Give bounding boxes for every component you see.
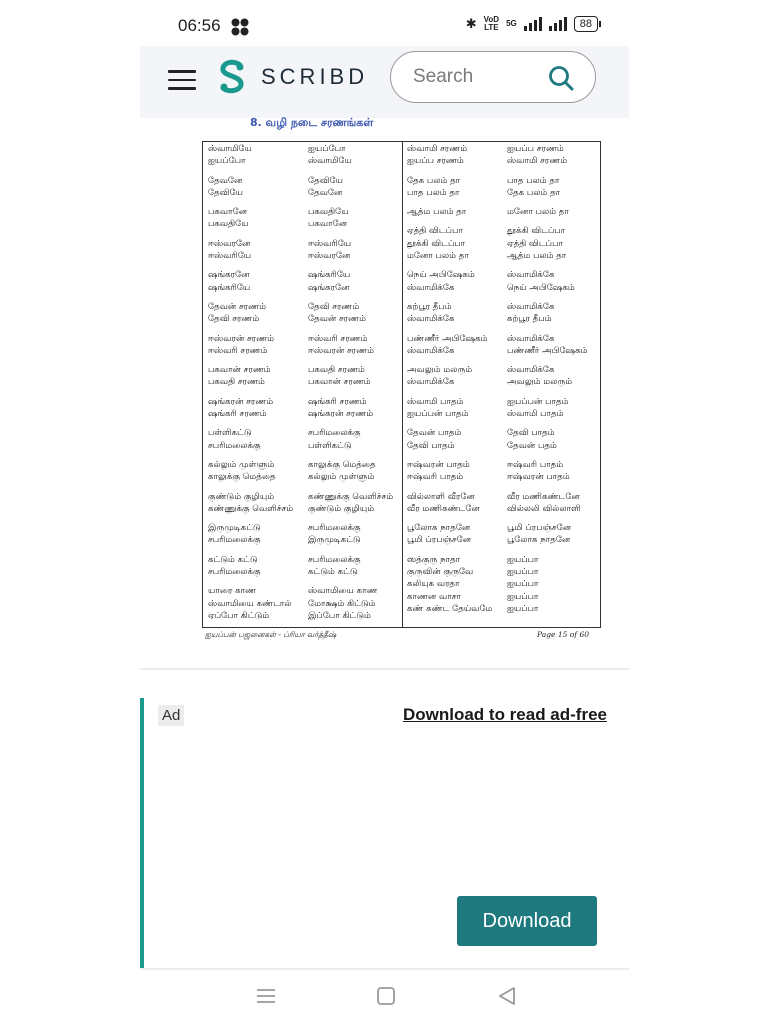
verse-call: தேவி பாதம் [407,440,455,451]
verse-line [208,503,400,515]
verse-line [208,313,400,325]
verse-call: பகவானே [208,207,248,218]
verse-response: தூக்கி விடப்பா [507,226,566,237]
verse-response: ஏத்தி விடப்பா [507,238,563,249]
verse-line [407,534,599,546]
verse-line [208,554,400,566]
verse-group [407,143,599,168]
verse-response: ஈஷ்வரி பாதம் [507,459,564,470]
logo-text[interactable]: SCRIBD [261,64,369,89]
verse-response: பகவதி சரணம் [308,365,365,376]
verse-response: ஸ்வாமிக்கே [507,333,555,344]
verse-group [407,522,599,547]
verse-response: ஷங்கரனே [308,282,350,293]
verse-line [208,408,400,420]
verse-line [407,250,599,262]
menu-icon[interactable] [168,70,196,90]
search-box[interactable] [390,51,596,103]
right-column [407,143,599,622]
status-bar [0,0,768,52]
verse-call: ஸ்வாமி பாதம் [407,396,464,407]
verse-line [208,206,400,218]
status-time: 06:56 [178,16,221,35]
verse-call: சபரிமலைக்கு [208,440,261,451]
download-ad-free-link[interactable]: Download to read ad-free [402,705,607,724]
verse-response: அவலும் மலரும் [507,377,573,388]
verse-line [407,440,599,452]
verse-response: ஸ்வாமிக்கே [507,270,555,281]
signal-icon [524,17,542,31]
verse-call: பள்ளிகட்டு [208,428,252,439]
verse-response: சபரிமலைக்கு [308,554,361,565]
verse-response: தேவனே [308,187,343,198]
verse-response: ஷங்கரியே [308,270,351,281]
verse-group [208,491,400,516]
verse-line [208,345,400,357]
verse-response: காலுக்கு மெத்தை [308,459,376,470]
ad-container [140,698,629,968]
verse-call: தூக்கி விடப்பா [407,238,466,249]
verse-group [407,491,599,516]
verse-call: ஸ்வாமிக்கே [407,282,455,293]
verse-group [407,225,599,262]
verse-line [208,566,400,578]
verse-response: ஷங்கரன் சரணம் [308,409,374,420]
verse-call: கண்ணுக்கு வெளிச்சம் [208,503,294,514]
verse-response: தேவி பாதம் [507,428,555,439]
search-input[interactable] [413,63,543,91]
verse-response: மனோ பலம் தா [507,207,569,218]
verse-group [208,396,400,421]
verse-call: பகவதியே [208,219,249,230]
verse-response: ஐயப்பன் பாதம் [507,396,569,407]
app-header [140,46,629,118]
verse-group [407,301,599,326]
verse-call: ஈஷ்வரன் பாதம் [407,459,470,470]
verse-response: மோக்ஷம் கிட்டும் [308,598,376,609]
verse-call: சபரிமலைக்கு [208,535,261,546]
verse-call: ஷங்கரனே [208,270,250,281]
verse-call: கற்பூர தீபம் [407,301,452,312]
verse-line [407,554,599,566]
verse-call: காலுக்கு மெத்தை [208,472,276,483]
verse-line [407,408,599,420]
verse-response: பூமி ப்ரபஞ்சனே [507,523,572,534]
verse-response: ஐயப்பா [507,603,539,614]
verse-group [407,396,599,421]
verse-line [407,238,599,250]
verse-response: சபரிமலைக்கு [308,428,361,439]
verse-call: பகவான் சரணம் [208,365,271,376]
verse-call: ஈஸ்வரனே [208,238,251,249]
verse-line [208,427,400,439]
verse-group [407,459,599,484]
verse-group [407,554,599,615]
ad-label: Ad [158,705,184,726]
verse-response: குண்டும் குழியும் [308,503,375,514]
verse-line [407,282,599,294]
verse-call: கல்லும் முள்ளும் [208,459,275,470]
verse-line [407,522,599,534]
verse-response: ஐயப்பா [507,591,539,602]
verse-call: தேவியே [208,187,243,198]
verse-call: வீர மணிகண்டனே [407,503,480,514]
verse-group [208,554,400,579]
verse-line [208,282,400,294]
verse-group [208,238,400,263]
page-number: Page 15 of 60 [537,630,589,639]
verse-line [208,534,400,546]
verse-line [208,187,400,199]
verse-response: பள்ளிகட்டு [308,440,352,451]
verse-line [407,364,599,376]
verse-call: யாரை காண [208,586,257,597]
verse-call: பூலோக நாதனே [407,523,471,534]
battery-icon: 88 [574,16,598,32]
verse-call: குண்டும் குழியும் [208,491,275,502]
verse-response: சபரிமலைக்கு [308,523,361,534]
verse-response: பகவானே [308,219,348,230]
verse-group [208,522,400,547]
document-footer [205,630,589,640]
verse-group [407,269,599,294]
verse-call: பண்ணீர் அபிஷேகம் [407,333,488,344]
verse-response: ஆத்ம பலம் தா [507,251,567,262]
verse-response: பகவான் சரணம் [308,377,371,388]
verse-line [407,269,599,281]
verse-group [407,333,599,358]
verse-response: தேவன் பதம் [507,440,557,451]
verse-group [208,175,400,200]
verse-group [208,427,400,452]
verse-call: காணன வாசா [407,591,461,602]
verse-response: கண்ணுக்கு வெளிச்சம் [308,491,394,502]
fan-icon [230,17,250,37]
verse-response: வில்லலி வில்லாளி [507,503,581,514]
verse-line [208,471,400,483]
verse-line [208,364,400,376]
verse-line [407,503,599,515]
document-heading: 8. வழி நடை சரணங்கள் [250,116,374,129]
verse-call: பகவதி சரணம் [208,377,265,388]
status-icons [466,16,598,32]
verse-line [407,225,599,237]
verse-call: நெய் அபிஷேகம் [407,270,475,281]
recents-icon[interactable] [254,985,278,1007]
verse-response: ஐயப்பா [507,554,539,565]
verse-call: ஈஸ்வரி சரணம் [208,345,268,356]
verse-group [208,333,400,358]
verse-response: ஈஸ்வரியே [308,238,352,249]
verse-group [208,364,400,389]
verse-line [407,206,599,218]
verse-group [208,459,400,484]
verse-response: ஸ்வாமி பாதம் [507,409,564,420]
document-page [202,141,601,628]
verse-line [208,376,400,388]
verse-call: ஷங்கரி சரணம் [208,409,267,420]
verse-group [407,206,599,218]
scribd-logo-icon[interactable] [216,59,248,95]
verse-response: ஈஸ்வரி சரணம் [308,333,368,344]
verse-group [208,143,400,168]
verse-call: ஈஸ்வரன் சரணம் [208,333,275,344]
signal-icon-2 [549,17,567,31]
verse-response: பண்ணீர் அபிஷேகம் [507,345,588,356]
verse-response: ஐயப்போ [308,144,346,154]
verse-line [208,396,400,408]
verse-line [407,175,599,187]
verse-call: தேவன் பாதம் [407,428,462,439]
verse-line [208,491,400,503]
verse-call: ஈஸ்வரியே [208,251,252,262]
verse-call: தேவனே [208,175,243,186]
verse-line [407,345,599,357]
back-icon[interactable] [495,985,519,1007]
verse-call: மனோ பலம் தா [407,251,469,262]
verse-group [208,301,400,326]
verse-call: தேவன் சரணம் [208,301,267,312]
verse-line [407,376,599,388]
verse-response: தேக பலம் தா [507,187,561,198]
verse-response: ஸ்வாமிக்கே [507,365,555,376]
verse-line [208,522,400,534]
verse-line [208,598,400,610]
verse-call: அவலும் மலரும் [407,365,473,376]
verse-response: ஈஸ்வரன் சரணம் [308,345,375,356]
verse-call: ஸ்வாமி சரணம் [407,144,468,154]
verse-call: கட்டும் கட்டு [208,554,258,565]
verse-call: பூமி ப்ரபஞ்சனே [407,535,472,546]
verse-line [407,427,599,439]
section-divider [140,668,629,670]
verse-response: பகவதியே [308,207,349,218]
verse-response: ஈஸ்வரனே [308,251,351,262]
left-column [208,143,400,629]
ad-accent-bar [140,698,144,968]
verse-line [407,578,599,590]
verse-line [407,566,599,578]
verse-group [208,206,400,231]
verse-line [407,313,599,325]
system-nav-bar [0,975,768,1020]
verse-line [208,610,400,622]
verse-response: கட்டும் கட்டு [308,567,358,578]
verse-call: ஆத்ம பலம் தா [407,207,467,218]
footer-title: ஐயப்பன் பஜனைகள் - ப்ரியா வர்த்தீஷ் [205,630,337,639]
verse-call: ஐயப்பன் பாதம் [407,409,469,420]
verse-response: கற்பூர தீபம் [507,314,552,325]
section-divider-bottom [140,968,629,970]
verse-line [208,301,400,313]
search-icon[interactable] [547,64,575,92]
signal-5g-label: 5G [506,19,517,28]
verse-line [407,143,599,155]
verse-group [208,269,400,294]
verse-line [407,603,599,615]
verse-line [407,301,599,313]
verse-call: ஷங்கரன் சரணம் [208,396,274,407]
verse-response: கல்லும் முள்ளும் [308,472,375,483]
verse-call: ஸ்வாமியை கண்டால் [208,598,292,609]
verse-call: தேக பலம் தா [407,175,461,186]
verse-call: ஸ்வாமிக்கே [407,314,455,325]
verse-call: ஏத்தி விடப்பா [407,226,463,237]
verse-call: ஸத்குரு நாதா [407,554,461,565]
verse-call: கண் கண்ட தேய்வமே [407,603,493,614]
verse-group [407,175,599,200]
volte-icon: VoD LTE [483,15,500,32]
verse-call: தேவி சரணம் [208,314,260,325]
verse-response: தேவன் சரணம் [308,314,367,325]
verse-call: வில்லாளி வீரனே [407,491,475,502]
verse-response: தேவி சரணம் [308,301,360,312]
verse-line [407,471,599,483]
verse-line [208,333,400,345]
verse-response: பாத பலம் தா [507,175,560,186]
bluetooth-icon: ✱ [465,16,477,31]
verse-response: இருமுடிகட்டு [308,535,361,546]
verse-call: ஐயப்ப சரணம் [407,156,464,167]
verse-line [208,175,400,187]
verse-line [407,333,599,345]
verse-response: ஸ்வாமியே [308,156,352,167]
verse-call: ஸ்வாமிக்கே [407,377,455,388]
verse-line [208,250,400,262]
verse-group [407,364,599,389]
verse-call: ஏப்போ கிட்டும் [208,610,270,621]
verse-call: இருமுடிகட்டு [208,523,261,534]
verse-response: இப்போ கிட்டும் [308,610,371,621]
verse-call: ஷங்கரியே [208,282,251,293]
verse-line [208,238,400,250]
verse-line [208,585,400,597]
verse-response: ஐயப்பா [507,567,539,578]
verse-line [407,155,599,167]
verse-line [208,440,400,452]
verse-call: சபரிமலைக்கு [208,567,261,578]
verse-response: ஸ்வாமிக்கே [507,301,555,312]
verse-response: ஸ்வாமி சரணம் [507,156,568,167]
verse-line [407,591,599,603]
verse-line [208,459,400,471]
verse-group [407,427,599,452]
verse-call: ஐயப்போ [208,156,246,167]
verse-line [208,143,400,155]
verse-response: தேவியே [308,175,343,186]
home-icon[interactable] [374,985,398,1007]
verse-line [208,218,400,230]
verse-call: ஈஷ்வரி பாதம் [407,472,464,483]
verse-call: பாத பலம் தா [407,187,460,198]
verse-line [208,269,400,281]
verse-call: ஸ்வாமியே [208,144,252,154]
verse-group [208,585,400,622]
verse-line [407,187,599,199]
verse-line [407,396,599,408]
verse-response: ஈஷ்வரன் பாதம் [507,472,570,483]
verse-line [208,155,400,167]
verse-line [407,459,599,471]
verse-response: நெய் அபிஷேகம் [507,282,575,293]
verse-call: ஸ்வாமிக்கே [407,345,455,356]
verse-call: குருவின் குருவே [407,567,474,578]
verse-call: கலியுக வரதா [407,579,460,590]
verse-response: வீர மணிகண்டனே [507,491,580,502]
verse-response: ஐயப்பா [507,579,539,590]
verse-response: பூலோக நாதனே [507,535,571,546]
verse-line [407,491,599,503]
column-divider [402,142,403,627]
download-button[interactable]: Download [457,896,597,946]
verse-response: ஸ்வாமியை காண [308,586,378,597]
verse-response: ஷங்கரி சரணம் [308,396,367,407]
verse-response: ஐயப்ப சரணம் [507,144,564,154]
